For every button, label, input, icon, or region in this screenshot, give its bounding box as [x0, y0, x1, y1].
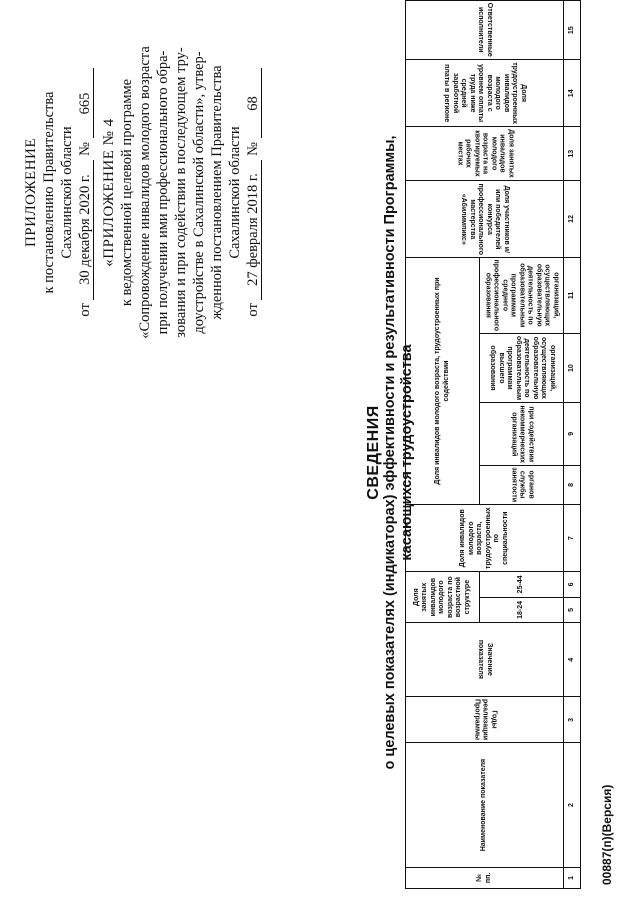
header-name: Наименование показателя	[406, 743, 564, 867]
column-number-row	[564, 1, 581, 889]
column-number: 9	[564, 403, 581, 466]
appendix4-line: Сахалинской области	[227, 126, 243, 259]
header-years	[406, 697, 564, 743]
appendix-number-sign: №	[77, 142, 93, 156]
header-below-avg-wage-text: Доля трудоустроенных инвалидов молодого возраста с уровнем оплаты труда ниже средней заработной платы в регионе	[443, 62, 527, 125]
column-number: 15	[564, 1, 581, 60]
column-number: 8	[564, 465, 581, 505]
appendix4-line: зования и при содействии в последующем тру-	[173, 47, 189, 338]
header-nonprofit-orgs	[480, 403, 564, 466]
header-years-text: Годы реализации Программы	[473, 699, 498, 741]
column-number: 5	[564, 597, 581, 623]
header-edu-higher	[480, 334, 564, 403]
appendix-line-1: к постановлению Правительства	[41, 91, 57, 294]
column-number: 1	[564, 867, 581, 888]
header-share-with-assistance: Доля инвалидов молодого возраста, трудоустроенных при содействии	[406, 257, 480, 505]
header-age-18-24: 18-24	[480, 597, 564, 623]
indicators-table	[405, 0, 581, 889]
header-below-avg-wage	[406, 60, 564, 127]
header-edu-secondary-text: организаций, осуществляющих образовательную деятельность по образовательным программам среднего профессионального образования	[484, 259, 560, 332]
appendix4-line: жденной постановлением Правительства	[209, 65, 225, 320]
column-number: 10	[564, 334, 581, 403]
header-quota-jobs	[406, 127, 564, 181]
header-edu-secondary	[480, 257, 564, 333]
appendix4-title: «ПРИЛОЖЕНИЕ № 4	[101, 118, 117, 267]
header-quota-jobs-text: Доля занятых инвалидов молодого возраста на квотируемых рабочих местах	[456, 129, 515, 178]
header-value	[406, 623, 564, 697]
header-nonprofit-orgs-text: при содействии некоммерческих организаций	[510, 405, 535, 463]
title-line-1: СВЕДЕНИЯ	[365, 405, 382, 500]
column-number: 6	[564, 572, 581, 598]
appendix4-date-line	[244, 15, 262, 370]
column-number: 12	[564, 181, 581, 257]
header-share-by-specialty: Доля инвалидов молодого возраста, трудоустроенных по специальности	[406, 505, 564, 572]
column-number: 14	[564, 60, 581, 127]
appendix4-date: 27 февраля 2018 г.	[245, 160, 262, 300]
appendix4-number: 68	[245, 68, 262, 138]
header-value-text: Значение показателя	[477, 640, 493, 680]
appendix4-line: «Сопровождение инвалидов молодого возраста	[137, 46, 153, 339]
appendix4-line: доустройстве в Сахалинской области», утвер-	[191, 51, 207, 334]
appendix4-date-prefix: от	[245, 303, 261, 317]
header-responsible-text: Ответственные исполнители	[477, 3, 493, 58]
header-employment-service	[480, 465, 564, 505]
header-competition-winners	[406, 181, 564, 257]
header-competition-winners-text: Доля участников и/или победителей конкурса профессионального мастерства «Абилимпикс»	[460, 183, 510, 255]
header-employment-service-text: органов службы занятости	[510, 467, 535, 503]
column-number: 13	[564, 127, 581, 181]
appendix-number: 665	[77, 68, 94, 138]
document-code: 00887(п)(Версия)	[600, 784, 614, 885]
appendix4-number-sign: №	[245, 142, 261, 156]
appendix4-line: при получении ими профессионального обра-	[155, 50, 171, 335]
header-num: № пп.	[406, 867, 564, 888]
title-line-3: касающихся трудоустройства	[399, 344, 415, 561]
header-responsible	[406, 1, 564, 60]
appendix-date-line	[76, 15, 94, 370]
title-line-2: о целевых показателях (индикаторах) эффективности и результативности Программы,	[382, 135, 398, 770]
appendix4-line: к ведомственной целевой программе	[119, 78, 135, 307]
appendix-date: 30 декабря 2020 г.	[77, 160, 94, 300]
header-age-25-44: 25-44	[480, 572, 564, 598]
appendix-header	[22, 15, 94, 370]
column-number: 11	[564, 257, 581, 333]
appendix4-header	[100, 15, 262, 370]
header-edu-higher-text: организаций, осуществляющих образовательную деятельность по образовательным программам высшего образования	[489, 336, 556, 401]
appendix-title: ПРИЛОЖЕНИЕ	[23, 137, 39, 248]
column-number: 7	[564, 505, 581, 572]
column-number: 4	[564, 623, 581, 697]
column-number: 3	[564, 697, 581, 743]
column-number: 2	[564, 743, 581, 867]
appendix-date-prefix: от	[77, 303, 93, 317]
appendix-line-2: Сахалинской области	[59, 126, 75, 259]
header-share-employed-age: Доля занятых инвалидов молодого возраста по возрастной структуре	[406, 572, 480, 623]
